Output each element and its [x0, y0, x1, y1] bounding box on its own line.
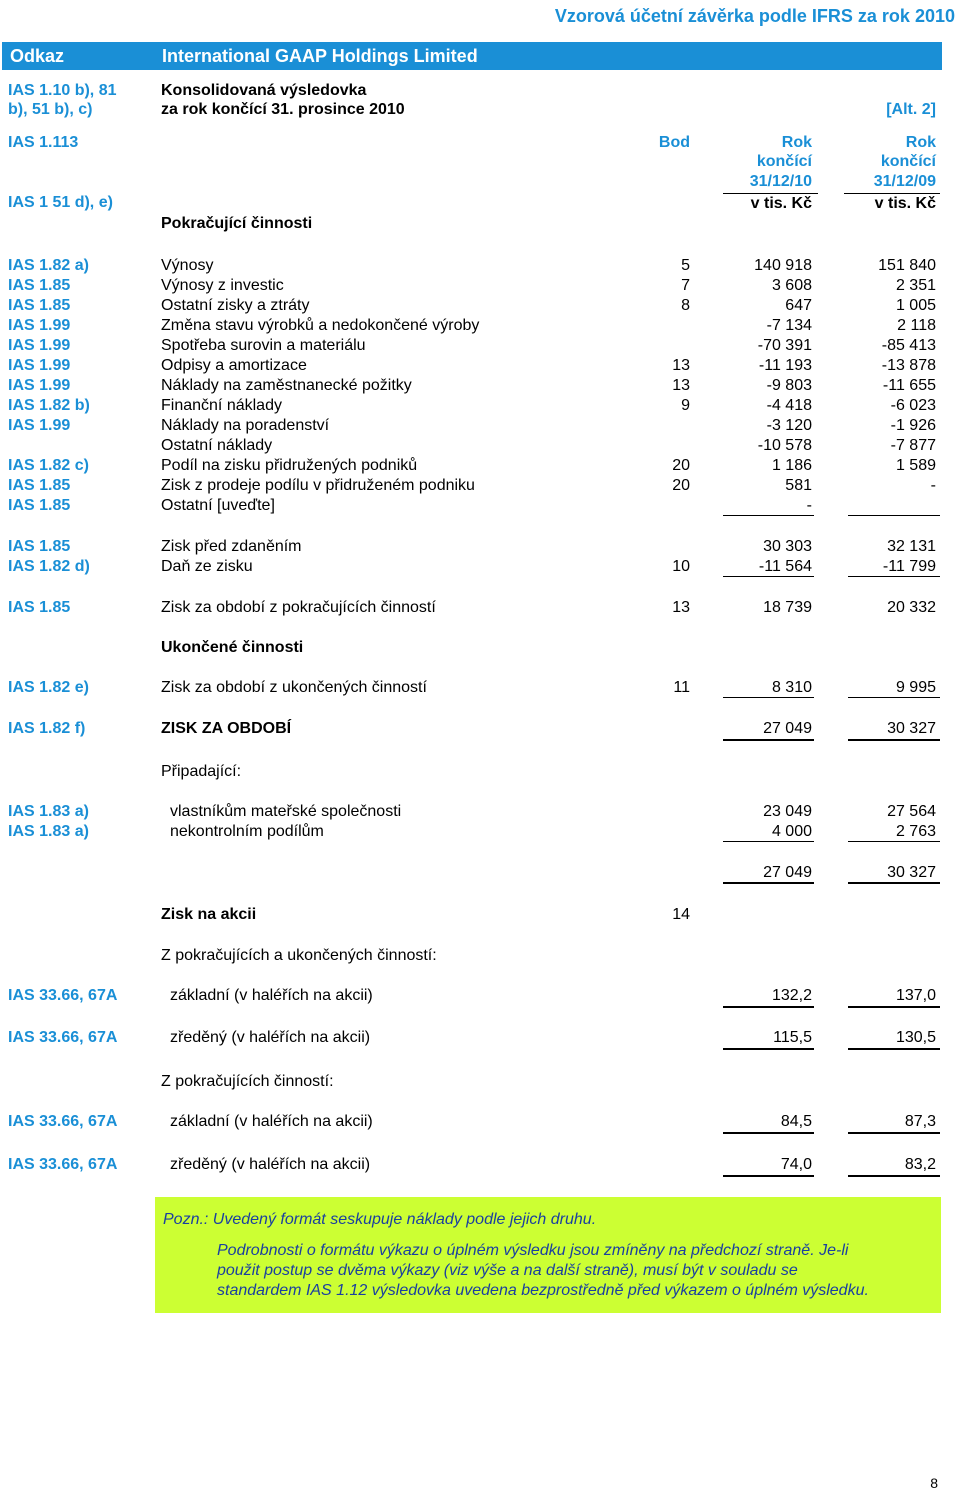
row-value-year2: 2 351 — [895, 277, 936, 294]
owners-year2: 27 564 — [887, 803, 936, 820]
eps-basic-all-label: základní (v haléřích na akcii) — [170, 987, 373, 1004]
row-ref: IAS 1.85 — [8, 277, 71, 294]
eps-basic-cont-year1: 84,5 — [780, 1113, 812, 1130]
tax-year2: -11 799 — [882, 558, 936, 575]
row-label: Změna stavu výrobků a nedokončené výroby — [161, 317, 480, 334]
row-value-year1: -4 418 — [766, 397, 812, 414]
eps-diluted-cont-rule-year1 — [723, 1175, 814, 1177]
attributable-total-year2: 30 327 — [887, 864, 936, 881]
eps-diluted-cont-year1: 74,0 — [780, 1156, 812, 1173]
year2-header-rule — [844, 193, 940, 194]
company-name: International GAAP Holdings Limited — [162, 46, 478, 66]
row-value-year1: 581 — [785, 477, 812, 494]
row-ref: IAS 1.82 c) — [8, 457, 89, 474]
pretax-year2: 32 131 — [887, 538, 936, 555]
row-label: Odpisy a amortizace — [161, 357, 307, 374]
eps-basic-all-rule-year1 — [723, 1006, 814, 1008]
subtotal-rule-year1 — [723, 515, 814, 516]
row-label: Výnosy z investic — [161, 277, 284, 294]
cont-profit-ref: IAS 1.85 — [8, 599, 71, 616]
bar-reference-label: Odkaz — [10, 46, 65, 66]
year2-header-line1: Rok — [905, 134, 936, 151]
row-label: Náklady na poradenství — [161, 417, 330, 434]
row-value-year2: 2 118 — [897, 317, 936, 334]
disc-profit-note: 11 — [673, 679, 690, 696]
row-label: Zisk z prodeje podílu v přidruženém podniku — [161, 477, 475, 494]
row-value-year1: -9 803 — [766, 377, 812, 394]
row-value-year1: 1 186 — [771, 457, 812, 474]
row-label: Spotřeba surovin a materiálu — [161, 337, 366, 354]
row-ref: IAS 1.99 — [8, 377, 71, 394]
note-line-4: standardem IAS 1.12 výsledovka uvedena bezprostředně před výkazem o úplném výsledku. — [217, 1282, 869, 1299]
row-ref: IAS 1.85 — [8, 297, 71, 314]
title-ref-line1: IAS 1.10 b), 81 — [8, 82, 117, 99]
cont-profit-note: 13 — [672, 599, 690, 616]
row-value-year2: -6 023 — [890, 397, 936, 414]
note-line-3: použit postup se dvěma výkazy (viz výše a na další straně), musí být v souladu se — [217, 1262, 798, 1279]
row-label: Finanční náklady — [161, 397, 282, 414]
pretax-year1: 30 303 — [763, 538, 812, 555]
owners-year1: 23 049 — [763, 803, 812, 820]
row-value-year1: 3 608 — [771, 277, 812, 294]
row-value-year2: -7 877 — [890, 437, 936, 454]
row-value-year1: 647 — [785, 297, 812, 314]
nci-rule-year2 — [848, 841, 940, 842]
year1-header-rule — [723, 193, 818, 194]
row-label: Ostatní zisky a ztráty — [161, 297, 310, 314]
note-line-1: Pozn.: Uvedený formát seskupuje náklady podle jejich druhu. — [163, 1211, 597, 1228]
pretax-ref: IAS 1.85 — [8, 538, 71, 555]
title-bar — [2, 42, 942, 70]
eps-diluted-all-label: zředěný (v haléřích na akcii) — [170, 1029, 371, 1046]
row-label: Ostatní náklady — [161, 437, 273, 454]
tax-rule-year1 — [723, 576, 814, 577]
row-label: Ostatní [uveďte] — [161, 497, 275, 514]
cont-profit-year1: 18 739 — [763, 599, 812, 616]
pretax-label: Zisk před zdaněním — [161, 538, 302, 555]
nci-label: nekontrolním podílům — [170, 823, 324, 840]
owners-label: vlastníkům mateřské společnosti — [170, 803, 402, 820]
page-number: 8 — [930, 1475, 938, 1491]
row-note: 5 — [681, 257, 690, 274]
disc-profit-ref: IAS 1.82 e) — [8, 679, 89, 696]
year1-header-line2: končící — [756, 153, 812, 170]
row-value-year1: -3 120 — [766, 417, 812, 434]
nci-year2: 2 763 — [895, 823, 936, 840]
eps-diluted-all-rule-year2 — [848, 1048, 940, 1050]
profit-rule-year2 — [848, 739, 940, 741]
eps-basic-cont-year2: 87,3 — [904, 1113, 936, 1130]
row-label: Podíl na zisku přidružených podniků — [161, 457, 418, 474]
disc-rule-year1 — [723, 697, 814, 698]
row-value-year2: -13 878 — [881, 357, 936, 374]
eps-basic-all-year1: 132,2 — [771, 987, 812, 1004]
eps-diluted-all-year1: 115,5 — [773, 1029, 812, 1046]
eps-diluted-all-rule-year1 — [723, 1048, 814, 1050]
eps-diluted-cont-label: zředěný (v haléřích na akcii) — [170, 1156, 371, 1173]
title-ref-line2: b), 51 b), c) — [8, 101, 93, 118]
nci-year1: 4 000 — [771, 823, 812, 840]
row-ref: IAS 1.99 — [8, 337, 71, 354]
year1-header-line1: Rok — [781, 134, 812, 151]
note-column-header: Bod — [658, 134, 690, 151]
row-value-year2: 1 005 — [895, 297, 936, 314]
eps-basic-cont-ref: IAS 33.66, 67A — [8, 1113, 118, 1130]
profit-year2: 30 327 — [887, 720, 936, 737]
row-note: 7 — [681, 277, 690, 294]
row-value-year2: 151 840 — [878, 257, 936, 274]
eps-basic-all-year2: 137,0 — [895, 987, 936, 1004]
row-value-year1: 140 918 — [754, 257, 812, 274]
row-label: Náklady na zaměstnanecké požitky — [161, 377, 412, 394]
row-label: Výnosy — [161, 257, 214, 274]
row-ref: IAS 1.85 — [8, 497, 71, 514]
owners-ref: IAS 1.83 a) — [8, 803, 89, 820]
guidance-note-box — [155, 1197, 941, 1313]
row-note: 20 — [672, 477, 690, 494]
year1-unit: v tis. Kč — [750, 195, 812, 212]
eps-diluted-cont-ref: IAS 33.66, 67A — [8, 1156, 118, 1173]
row-ref: IAS 1.99 — [8, 357, 71, 374]
year2-header-line2: končící — [880, 153, 936, 170]
row-value-year1: -7 134 — [766, 317, 812, 334]
profit-label: ZISK ZA OBDOBÍ — [161, 720, 292, 737]
column-ref-1: IAS 1.113 — [8, 134, 79, 151]
tax-ref: IAS 1.82 d) — [8, 558, 90, 575]
nci-ref: IAS 1.83 a) — [8, 823, 89, 840]
eps-note: 14 — [672, 906, 690, 923]
disc-rule-year2 — [848, 697, 940, 698]
cont-profit-year2: 20 332 — [887, 599, 936, 616]
eps-diluted-all-year2: 130,5 — [895, 1029, 936, 1046]
nci-rule-year1 — [723, 841, 814, 842]
eps-basic-all-rule-year2 — [848, 1006, 940, 1008]
note-line-2: Podrobnosti o formátu výkazu o úplném výsledku jsou zmíněny na předchozí straně. Je-li — [217, 1242, 849, 1259]
year1-header-line3: 31/12/10 — [749, 173, 812, 190]
row-note: 8 — [681, 297, 690, 314]
profit-ref: IAS 1.82 f) — [8, 720, 86, 737]
eps-diluted-all-ref: IAS 33.66, 67A — [8, 1029, 118, 1046]
eps-basic-cont-label: základní (v haléřích na akcii) — [170, 1113, 373, 1130]
disc-profit-label: Zisk za období z ukončených činností — [161, 679, 427, 696]
row-ref: IAS 1.99 — [8, 417, 71, 434]
row-note: 13 — [672, 357, 690, 374]
row-ref: IAS 1.82 a) — [8, 257, 89, 274]
eps-basic-cont-rule-year2 — [848, 1132, 940, 1134]
alternative-badge: [Alt. 2] — [886, 101, 936, 118]
document-header-title: Vzorová účetní závěrka podle IFRS za rok 2010 — [554, 6, 955, 26]
eps-basic-cont-rule-year1 — [723, 1132, 814, 1134]
row-value-year2: -85 413 — [881, 337, 936, 354]
eps-sub-continuing: Z pokračujících činností: — [161, 1073, 334, 1090]
tax-label: Daň ze zisku — [161, 558, 253, 575]
row-value-year1: -70 391 — [757, 337, 812, 354]
row-value-year1: -11 193 — [758, 357, 812, 374]
tax-note: 10 — [672, 558, 690, 575]
eps-sub-all: Z pokračujících a ukončených činností: — [161, 947, 437, 964]
tax-rule-year2 — [848, 576, 940, 577]
row-note: 9 — [681, 397, 690, 414]
year2-header-line3: 31/12/09 — [873, 173, 936, 190]
row-value-year2: 1 589 — [895, 457, 936, 474]
row-value-year2: - — [930, 477, 936, 494]
section-continuing: Pokračující činnosti — [161, 215, 313, 232]
year2-unit: v tis. Kč — [874, 195, 936, 212]
disc-profit-year1: 8 310 — [771, 679, 812, 696]
subtotal-rule-year2 — [848, 515, 940, 516]
section-discontinued: Ukončené činnosti — [161, 639, 304, 656]
row-value-year2: -11 655 — [882, 377, 936, 394]
row-value-year2: -1 926 — [890, 417, 936, 434]
attributable-rule-year1 — [723, 882, 814, 884]
row-value-year1: -10 578 — [757, 437, 812, 454]
row-ref: IAS 1.85 — [8, 477, 71, 494]
profit-rule-year1 — [723, 739, 814, 741]
eps-diluted-cont-rule-year2 — [848, 1175, 940, 1177]
tax-year1: -11 564 — [758, 558, 812, 575]
row-note: 13 — [672, 377, 690, 394]
statement-period: za rok končící 31. prosince 2010 — [161, 101, 405, 118]
eps-basic-all-ref: IAS 33.66, 67A — [8, 987, 118, 1004]
eps-diluted-cont-year2: 83,2 — [904, 1156, 936, 1173]
row-value-year1: - — [806, 497, 812, 514]
attributable-rule-year2 — [848, 882, 940, 884]
statement-title: Konsolidovaná výsledovka — [161, 82, 367, 99]
row-note: 20 — [672, 457, 690, 474]
disc-profit-year2: 9 995 — [895, 679, 936, 696]
row-ref: IAS 1.99 — [8, 317, 71, 334]
column-ref-2: IAS 1 51 d), e) — [8, 194, 113, 211]
profit-year1: 27 049 — [763, 720, 812, 737]
row-ref: IAS 1.82 b) — [8, 397, 90, 414]
eps-header: Zisk na akcii — [161, 906, 257, 923]
attributable-header: Připadající: — [161, 763, 242, 780]
cont-profit-label: Zisk za období z pokračujících činností — [161, 599, 436, 616]
attributable-total-year1: 27 049 — [763, 864, 812, 881]
